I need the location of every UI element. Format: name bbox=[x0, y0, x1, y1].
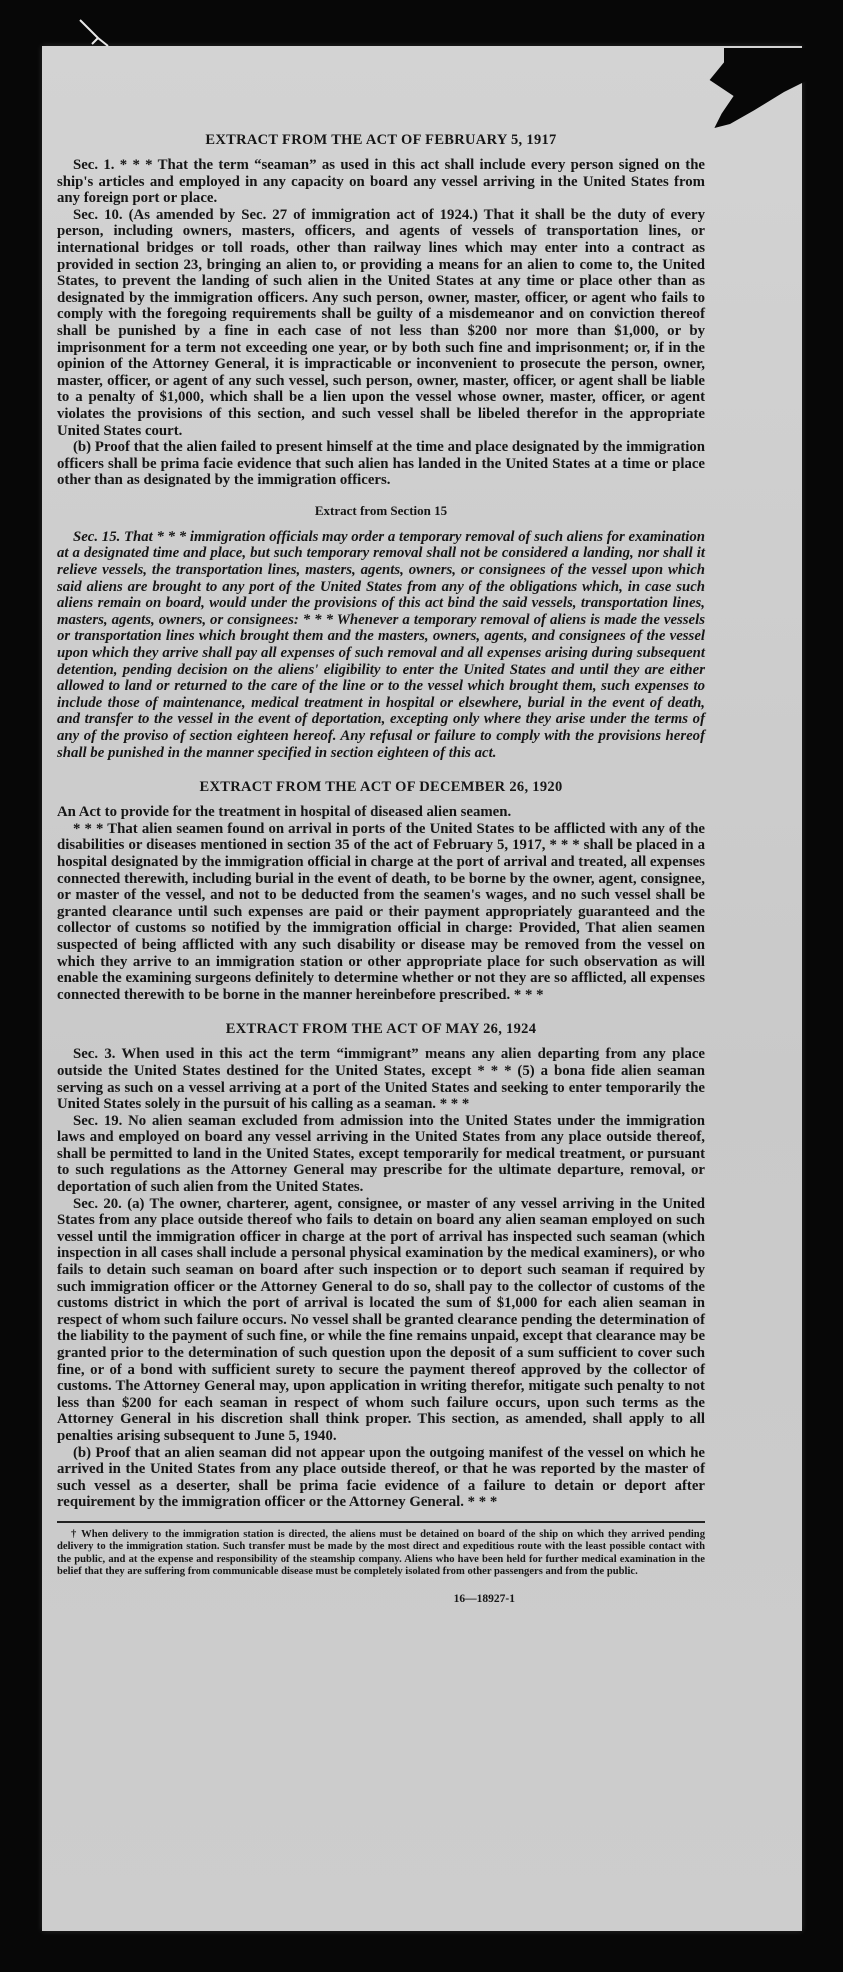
form-number: 16—18927-1 bbox=[453, 1592, 515, 1605]
document-text bbox=[57, 90, 705, 1605]
subheading-section-15: Extract from Section 15 bbox=[314, 502, 448, 518]
paragraph-sec-15: Sec. 15. That * * * immigration officials may order a temporary removal of such aliens for examination at a designated time and place, but such temporary removal shall not be considered a landing, nor shall it relieve vessels, the transportation lines, masters, agents, owners, or consignees of the vessel upon which said aliens are brought to any port of the United States from any of the obligations which, in case such aliens remain on board, would under the provisions of this act bind the said vessels, transportation lines, masters, agents, owners, or consignees: * * * Whenever a temporary removal of aliens is made the vessels or transportation lines which brought them and the masters, owners, agents, and consignees of the vessel upon which they arrive shall pay all expenses of such removal and all expenses arising during subsequent detention, pending decision on the aliens' eligibility to enter the United States and until they are either allowed to land or returned to the care of the line or to the vessel which brought them, such expenses to include those of maintenance, medical treatment in hospital or elsewhere, burial in the event of death, and transfer to the vessel in the event of deportation, excepting only where they arise under the terms of any of the proviso of section eighteen hereof. Any refusal or failure to comply with the provisions hereof shall be punished in the manner specified in section eighteen of this act. bbox=[57, 528, 705, 761]
footnote-divider bbox=[57, 1521, 705, 1523]
paragraph-sec-3: Sec. 3. When used in this act the term “immigrant” means any alien departing from any place outside the United States destined for the United States, except * * * (5) a bona fide alien seaman serving as such on a vessel arriving at a port of the United States and seeking to enter temporarily the United States solely in the pursuit of his calling as a seaman. * * * bbox=[57, 1046, 705, 1113]
paragraph-sec-20b: (b) Proof that an alien seaman did not appear upon the outgoing manifest of the vessel on which he arrived in the United States from any place outside thereof, or that he was reported by the master of such vessel as a deserter, shall be prima facie evidence of a failure to detain or deport after requirement by the immigration officer or the Attorney General. * * * bbox=[57, 1444, 705, 1511]
heading-act-1917: EXTRACT FROM THE ACT OF FEBRUARY 5, 1917 bbox=[205, 132, 557, 148]
paragraph-sec-10: Sec. 10. (As amended by Sec. 27 of immigration act of 1924.) That it shall be the duty of every person, including owners, masters, officers, and agents of vessels of transportation lines, or international bridges or toll roads, other than railway lines which may enter into a contract as provided in section 23, bringing an alien to, or providing a means for an alien to come to, the United States, to prevent the landing of such alien in the United States at any time or place other than as designated by the immigration officers. Any such person, owner, master, officer, or agent who fails to comply with the foregoing requirements shall be guilty of a misdemeanor and on conviction thereof shall be punished by a fine in each case of not less than $200 nor more than $1,000, or by imprisonment for a term not exceeding one year, or by both such fine and imprisonment; or, if in the opinion of the Attorney General, it is impracticable or inconvenient to prosecute the person, owner, master, officer, or agent of any such vessel, such person, owner, master, officer, or agent shall be liable to a penalty of $1,000, which shall be a lien upon the vessel whose owner, master, officer, or agent violates the provisions of this section, and such vessel shall be libeled therefor in the appropriate United States court. bbox=[57, 206, 705, 439]
paper-scratch-mark bbox=[78, 18, 126, 58]
footnote: † When delivery to the immigration station is directed, the aliens must be detained on board of the ship on which they arrived pending delivery to the immigration station. Such transfer must be made by the most direct and expeditious route with the least possible contact with the public, and at the expense and responsibility of the steamship company. Aliens who have been held for further medical examination in the belief that they are suffering from communicable disease must be completely isolated from other passengers and from the public. bbox=[57, 1528, 705, 1578]
paragraph-sec-19: Sec. 19. No alien seaman excluded from admission into the United States under the immigration laws and employed on board any vessel arriving in the United States from any place outside thereof, shall be permitted to land in the United States, except temporarily for medical treatment, or pursuant to such regulations as the Attorney General may prescribe for the ultimate departure, removal, or deportation of such alien from the United States. bbox=[57, 1112, 705, 1196]
paragraph-sec-10b: (b) Proof that the alien failed to present himself at the time and place designated by the immigration officers shall be prima facie evidence that such alien has landed in the United States at a time or place other than as designated by the immigration officers. bbox=[57, 439, 705, 489]
paragraph-1920-title: An Act to provide for the treatment in hospital of diseased alien seamen. bbox=[57, 804, 512, 821]
heading-act-1920: EXTRACT FROM THE ACT OF DECEMBER 26, 1920 bbox=[199, 779, 563, 796]
paragraph-sec-20: Sec. 20. (a) The owner, charterer, agent, consignee, or master of any vessel arriving in the United States from any place outside thereof who fails to detain on board any alien seaman employed on such vessel until the immigration officer in charge at the port of arrival has inspected such seaman (which inspection in all cases shall include a personal physical examination by the medical examiners), or who fails to detain such seaman on board after such inspection or to deport such seaman if required by such immigration officer or the Attorney General to do so, shall pay to the collector of customs of the customs district in which the port of arrival is located the sum of $1,000 for each alien seaman in respect of whom such failure occurs. No vessel shall be granted clearance pending the determination of the liability to the payment of such fine, or while the fine remains unpaid, except that clearance may be granted prior to the determination of such question upon the deposit of a sum sufficient to cover such fine, or of a bond with sufficient surety to secure the payment thereof approved by the collector of customs. The Attorney General may, upon application in writing therefor, mitigate such penalty to not less than $200 for each seaman in respect of whom such failure occurs, upon such terms as the Attorney General in his discretion shall think proper. This section, as amended, shall apply to all penalties arising subsequent to June 5, 1940. bbox=[57, 1195, 706, 1444]
paragraph-sec-1: Sec. 1. * * * That the term “seaman” as used in this act shall include every person signed on the ship's articles and employed in any capacity on board any vessel arriving in the United States from any foreign port or place. bbox=[57, 157, 705, 207]
heading-act-1924: EXTRACT FROM THE ACT OF MAY 26, 1924 bbox=[225, 1021, 537, 1038]
paragraph-1920-body: * * * That alien seamen found on arrival in ports of the United States to be afflicted with any of the disabilities or diseases mentioned in section 35 of the act of February 5, 1917, * * * shall be placed in a hospital designated by the immigration official in charge at the port of arrival and treated, all expenses connected therewith, including burial in the event of death, to be borne by the owner, agent, consignee, or master of the vessel, and not to be deducted from the seamen's wages, and no such vessel shall be granted clearance until such expenses are paid or their payment appropriately guaranteed and the collector of customs so notified by the immigration official in charge: Provided, That alien seamen suspected of being afflicted with any such disability or disease may be removed from the vessel on which they arrive to an immigration station or other appropriate place for such observation as will enable the examining surgeons definitely to determine whether or not they are so afflicted, all expenses connected therewith to be borne in the manner hereinbefore prescribed. * * * bbox=[57, 820, 705, 1003]
